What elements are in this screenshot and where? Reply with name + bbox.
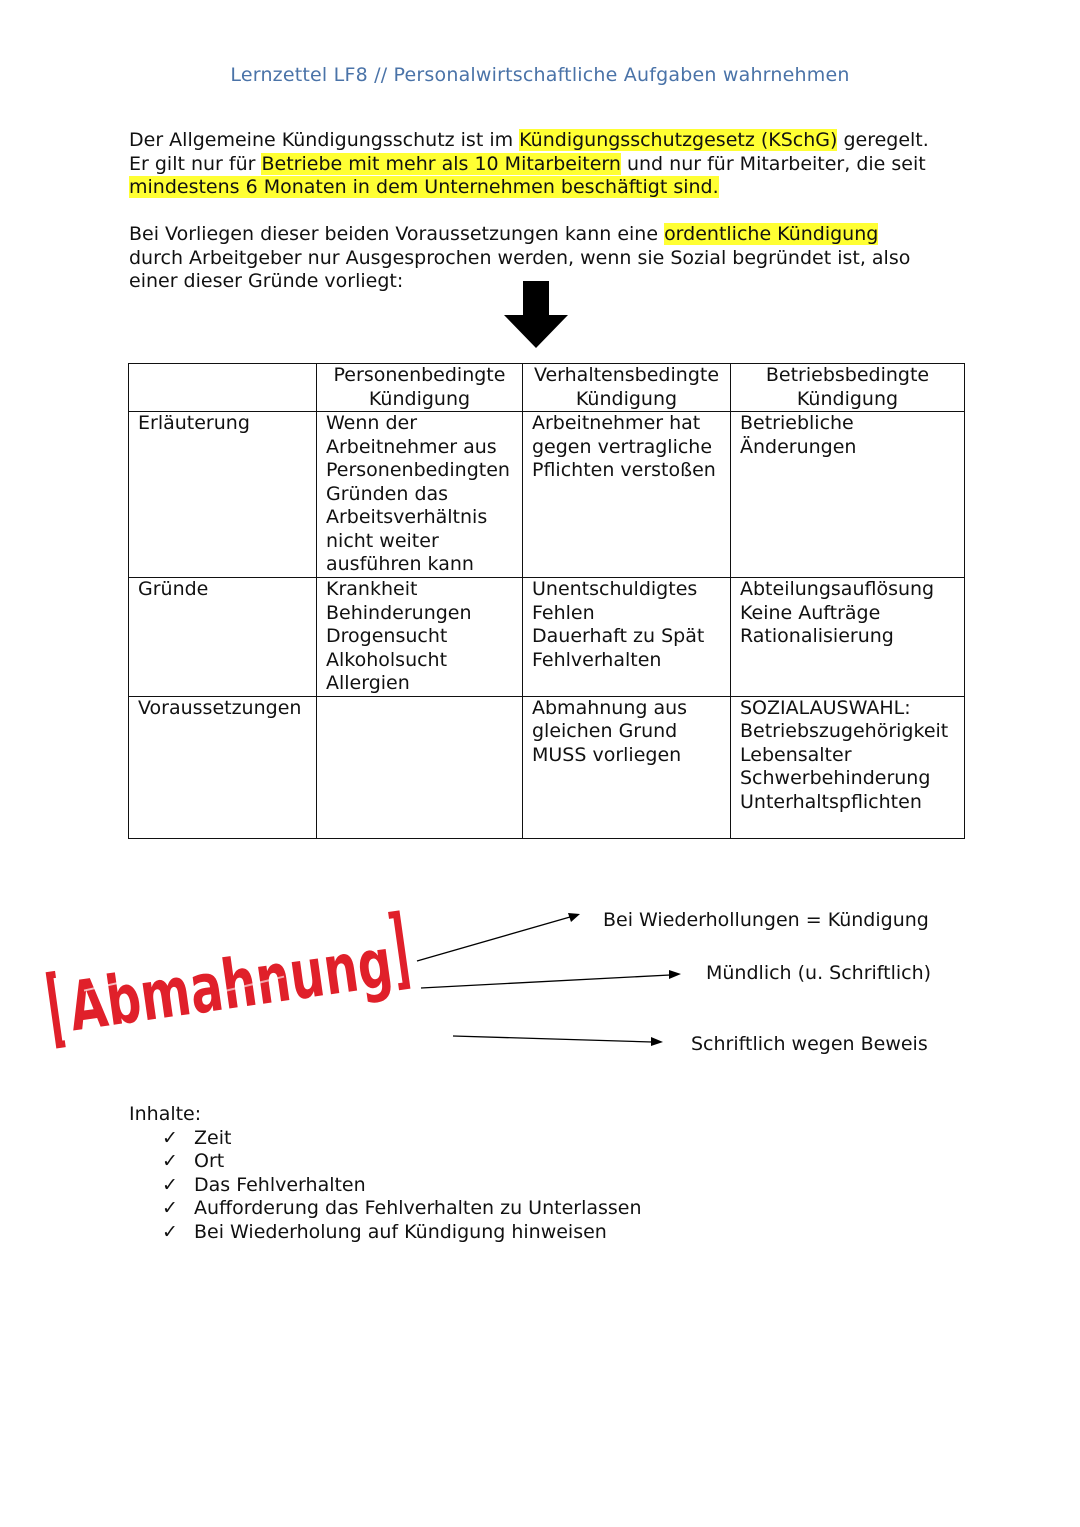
intro-paragraph-1 (129, 129, 959, 200)
highlight-betriebe: Betriebe mit mehr als 10 Mitarbeitern (261, 152, 621, 175)
table-corner-cell (129, 364, 317, 412)
table-cell: Abteilungsauflösung Keine Aufträge Rationalisierung (731, 578, 965, 697)
table-cell: Abmahnung aus gleichen Grund MUSS vorliegen (523, 696, 731, 838)
arrow-head-icon (651, 1037, 663, 1046)
table-cell: Wenn der Arbeitnehmer aus Personenbedingten Gründen das Arbeitsverhältnis nicht weiter ausführen kann (317, 412, 523, 578)
table-cell: SOZIALAUSWAHL: Betriebszugehörigkeit Lebensalter Schwerbehinderung Unterhaltspflichten (731, 696, 965, 838)
text-segment: Bei Vorliegen dieser beiden Voraussetzungen kann eine (129, 223, 665, 245)
stamp-text: Abmahnung (64, 905, 532, 1048)
arrow-head-icon (568, 913, 580, 922)
text-segment: Er gilt nur für (129, 152, 262, 175)
checkmark-icon: ✓ (162, 1126, 178, 1149)
row-label-erlaeuterung: Erläuterung (129, 412, 317, 578)
table-row (129, 696, 965, 838)
page-title: Lernzettel LF8 // Personalwirtschaftliche Aufgaben wahrnehmen (230, 64, 850, 86)
table-cell: Unentschuldigtes Fehlen Dauerhaft zu Spät Fehlverhalten (523, 578, 731, 697)
inhalte-title: Inhalte: (129, 1103, 202, 1125)
text-segment: einer dieser Gründe vorliegt: (129, 270, 404, 292)
arrow-head-icon (669, 970, 681, 979)
list-item: ✓ Aufforderung das Fehlverhalten zu Unterlassen (162, 1197, 642, 1220)
checkmark-icon: ✓ (162, 1150, 178, 1173)
arrow-down-icon (503, 281, 569, 349)
list-item: ✓ Ort (162, 1150, 225, 1173)
header-betriebsbedingt: Betriebsbedingte Kündigung (731, 364, 965, 412)
abmahnung-stamp (44, 905, 532, 1048)
table-header-row (129, 364, 965, 412)
table-row (129, 578, 965, 697)
checkmark-icon: ✓ (162, 1173, 178, 1196)
note-schriftlich: Schriftlich wegen Beweis (691, 1033, 928, 1055)
note-wiederholungen: Bei Wiederhollungen = Kündigung (603, 909, 929, 931)
list-item: ✓ Zeit (162, 1126, 232, 1149)
table-cell: Arbeitnehmer hat gegen vertragliche Pflichten verstoßen (523, 412, 731, 578)
highlight-monate: mindestens 6 Monaten in dem Unternehmen beschäftigt sind. (129, 176, 719, 198)
header-personenbedingt: Personenbedingte Kündigung (317, 364, 523, 412)
table-cell: Betriebliche Änderungen (731, 412, 965, 578)
list-item: ✓ Das Fehlverhalten (162, 1173, 366, 1196)
text-segment: und nur für Mitarbeiter, die seit (620, 152, 926, 175)
inhalte-section (129, 1103, 642, 1245)
table-cell: Krankheit Behinderungen Drogensucht Alkoholsucht Allergien (317, 578, 523, 697)
kuendigung-table (128, 363, 965, 839)
text-segment: durch Arbeitgeber nur Ausgesprochen werden, wenn sie Sozial begründet ist, also (129, 246, 911, 269)
highlight-ordentliche-kuendigung: ordentliche Kündigung (664, 223, 879, 245)
note-muendlich: Mündlich (u. Schriftlich) (706, 962, 932, 984)
table-row (129, 412, 965, 578)
checkmark-icon: ✓ (162, 1197, 178, 1220)
inhalte-list (129, 1127, 642, 1245)
text-segment: Der Allgemeine Kündigungsschutz ist im (129, 129, 520, 151)
table-cell (317, 696, 523, 838)
row-label-gruende: Gründe (129, 578, 317, 697)
highlight-kschg: Kündigungsschutzgesetz (KSchG) (519, 129, 838, 151)
text-segment: geregelt. (837, 129, 929, 151)
row-label-voraussetzungen: Voraussetzungen (129, 696, 317, 838)
checkmark-icon: ✓ (162, 1220, 178, 1243)
list-item: ✓ Bei Wiederholung auf Kündigung hinweisen (162, 1220, 607, 1243)
header-verhaltensbedingt: Verhaltensbedingte Kündigung (523, 364, 731, 412)
